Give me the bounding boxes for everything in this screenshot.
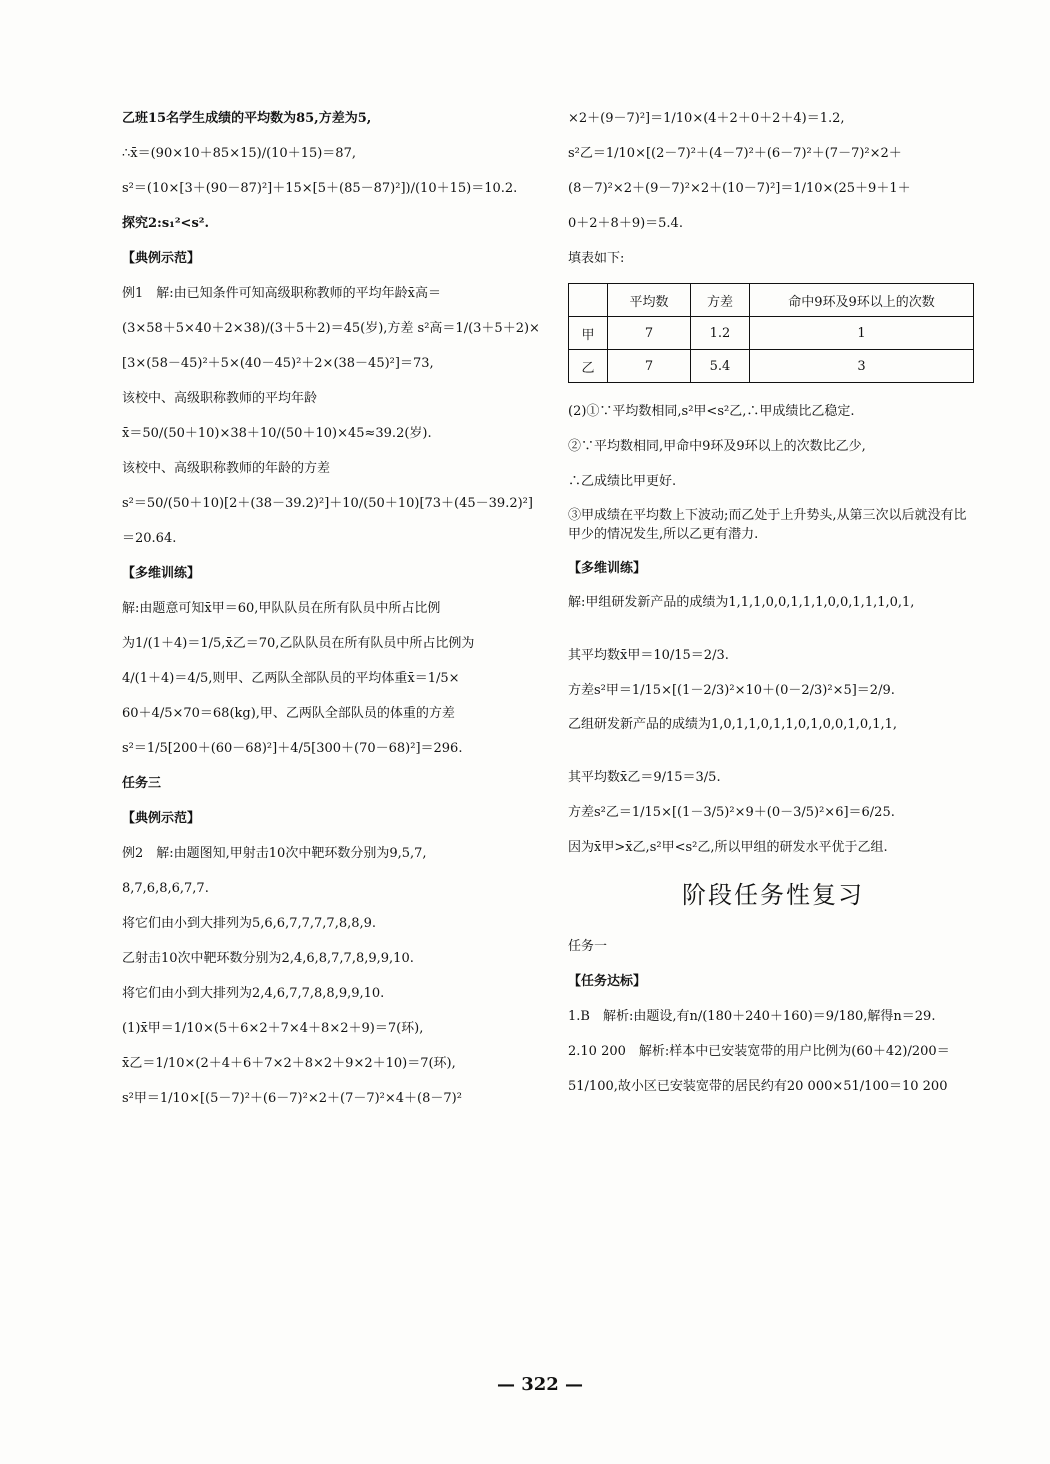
table-cell: 甲	[569, 317, 608, 350]
table-header-cell: 方差	[691, 284, 750, 317]
table-row	[569, 350, 974, 383]
text-line: (3×58＋5×40＋2×38)/(3＋5＋2)＝45(岁),方差 s²高＝1/(3＋5＋2)×	[122, 321, 540, 336]
section-title: 阶段任务性复习	[682, 881, 864, 909]
text-line: 60＋4/5×70＝68(kg),甲、乙两队全部队员的体重的方差	[122, 706, 455, 721]
text-line: 因为x̄甲>x̄乙,s²甲<s²乙,所以甲组的研发水平优于乙组.	[568, 840, 888, 855]
text-line: x̄＝50/(50＋10)×38＋10/(50＋10)×45≈39.2(岁).	[122, 426, 432, 441]
text-line: 51/100,故小区已安装宽带的居民约有20 000×51/100＝10 200	[568, 1079, 948, 1094]
text-line: 乙组研发新产品的成绩为1,0,1,1,0,1,1,0,1,0,0,1,0,1,1,	[568, 717, 898, 732]
text-line: s²甲＝1/10×[(5－7)²＋(6－7)²×2＋(7－7)²×4＋(8－7)²	[122, 1091, 462, 1106]
text-line: s²＝50/(50＋10)[2＋(38－39.2)²]＋10/(50＋10)[73＋(45－39.2)²]	[122, 496, 533, 511]
text-line: ②∵平均数相同,甲命中9环及9环以上的次数比乙少,	[568, 439, 866, 454]
table-cell: 乙	[569, 350, 608, 383]
text-line: (2)①∵平均数相同,s²甲<s²乙,∴甲成绩比乙稳定.	[568, 404, 855, 419]
text-line: 0＋2＋8＋9)＝5.4.	[568, 216, 683, 231]
right-top-block	[568, 108, 978, 269]
text-line: 【典例示范】	[122, 811, 201, 826]
results-table	[568, 283, 974, 383]
text-line: 【多维训练】	[568, 561, 647, 576]
right-column	[568, 108, 978, 1111]
left-column	[122, 108, 540, 1123]
table-cell: 7	[608, 350, 691, 383]
table-header-cell: 平均数	[608, 284, 691, 317]
text-line: s²乙＝1/10×[(2－7)²＋(4－7)²＋(6－7)²＋(7－7)²×2＋	[568, 146, 902, 161]
text-line: 任务三	[122, 776, 162, 791]
text-line: ∴乙成绩比甲更好.	[568, 474, 677, 489]
text-line: [3×(58－45)²＋5×(40－45)²＋2×(38－45)²]＝73,	[122, 356, 434, 371]
text-line: 【任务达标】	[568, 974, 647, 989]
text-line: 方差s²乙＝1/15×[(1－3/5)²×9＋(0－3/5)²×6]＝6/25.	[568, 805, 895, 820]
table-cell: 1	[750, 317, 974, 350]
table-cell: 3	[750, 350, 974, 383]
table-cell: 1.2	[691, 317, 750, 350]
table-header-cell	[569, 284, 608, 317]
text-line: 乙班15名学生成绩的平均数为85,方差为5,	[122, 111, 372, 126]
text-line: x̄乙＝1/10×(2＋4＋6＋7×2＋8×2＋9×2＋10)＝7(环),	[122, 1056, 456, 1071]
text-line: (8－7)²×2＋(9－7)²×2＋(10－7)²]＝1/10×(25＋9＋1＋	[568, 181, 911, 196]
text-line: 将它们由小到大排列为2,4,6,7,7,8,8,9,9,10.	[122, 986, 385, 1001]
page-number: — 322 —	[496, 1374, 584, 1395]
text-line: s²＝1/5[200＋(60－68)²]＋4/5[300＋(70－68)²]＝296.	[122, 741, 463, 756]
text-line: 【典例示范】	[122, 251, 201, 266]
text-line: 例1 解:由已知条件可知高级职称教师的平均年龄x̄高＝	[122, 286, 441, 301]
text-line: ∴x̄＝(90×10＋85×15)/(10＋15)＝87,	[122, 146, 356, 161]
table-header-cell: 命中9环及9环以上的次数	[750, 284, 974, 317]
text-line: ＝20.64.	[122, 531, 177, 546]
table-cell: 7	[608, 317, 691, 350]
text-line: 该校中、高级职称教师的平均年龄	[122, 391, 318, 406]
text-line: 其平均数x̄乙＝9/15＝3/5.	[568, 770, 721, 785]
text-line: 该校中、高级职称教师的年龄的方差	[122, 461, 331, 476]
text-line: 其平均数x̄甲＝10/15＝2/3.	[568, 648, 729, 663]
table-cell: 5.4	[691, 350, 750, 383]
text-line: 例2 解:由题图知,甲射击10次中靶环数分别为9,5,7,	[122, 846, 427, 861]
text-line: 【多维训练】	[122, 566, 201, 581]
text-line: 4/(1＋4)＝4/5,则甲、乙两队全部队员的平均体重x̄＝1/5×	[122, 671, 460, 686]
text-line: 任务一	[568, 939, 608, 954]
right-bottom-block	[568, 401, 978, 858]
text-line: 1.B 解析:由题设,有n/(180＋240＋160)＝9/180,解得n＝29.	[568, 1009, 936, 1024]
text-line: 填表如下:	[568, 251, 625, 266]
text-line: ③甲成绩在平均数上下波动;而乙处于上升势头,从第三次以后就没有比甲少的情况发生,所以乙更有潜力.	[568, 508, 967, 542]
text-line: 乙射击10次中靶环数分别为2,4,6,8,7,7,8,9,9,10.	[122, 951, 414, 966]
text-line: ×2＋(9－7)²]＝1/10×(4＋2＋0＋2＋4)＝1.2,	[568, 111, 845, 126]
text-line: (1)x̄甲＝1/10×(5＋6×2＋7×4＋8×2＋9)＝7(环),	[122, 1021, 424, 1036]
review-block	[568, 936, 978, 1097]
text-line: 解:甲组研发新产品的成绩为1,1,1,0,0,1,1,1,0,0,1,1,1,0,1,	[568, 595, 915, 610]
table-header-row	[569, 284, 974, 317]
text-line: s²＝(10×[3＋(90－87)²]＋15×[5＋(85－87)²])/(10＋15)＝10.2.	[122, 181, 518, 196]
table-row	[569, 317, 974, 350]
text-line: 解:由题意可知x̄甲＝60,甲队队员在所有队员中所占比例	[122, 601, 441, 616]
text-line: 将它们由小到大排列为5,6,6,7,7,7,7,8,8,9.	[122, 916, 377, 931]
text-line: 方差s²甲＝1/15×[(1－2/3)²×10＋(0－2/3)²×5]＝2/9.	[568, 683, 895, 698]
text-line: 8,7,6,8,6,7,7.	[122, 881, 209, 896]
text-line: 探究2:s₁²<s².	[122, 216, 209, 231]
text-line: 2.10 200 解析:样本中已安装宽带的用户比例为(60＋42)/200＝	[568, 1044, 950, 1059]
text-line: 为1/(1＋4)＝1/5,x̄乙＝70,乙队队员在所有队员中所占比例为	[122, 636, 475, 651]
